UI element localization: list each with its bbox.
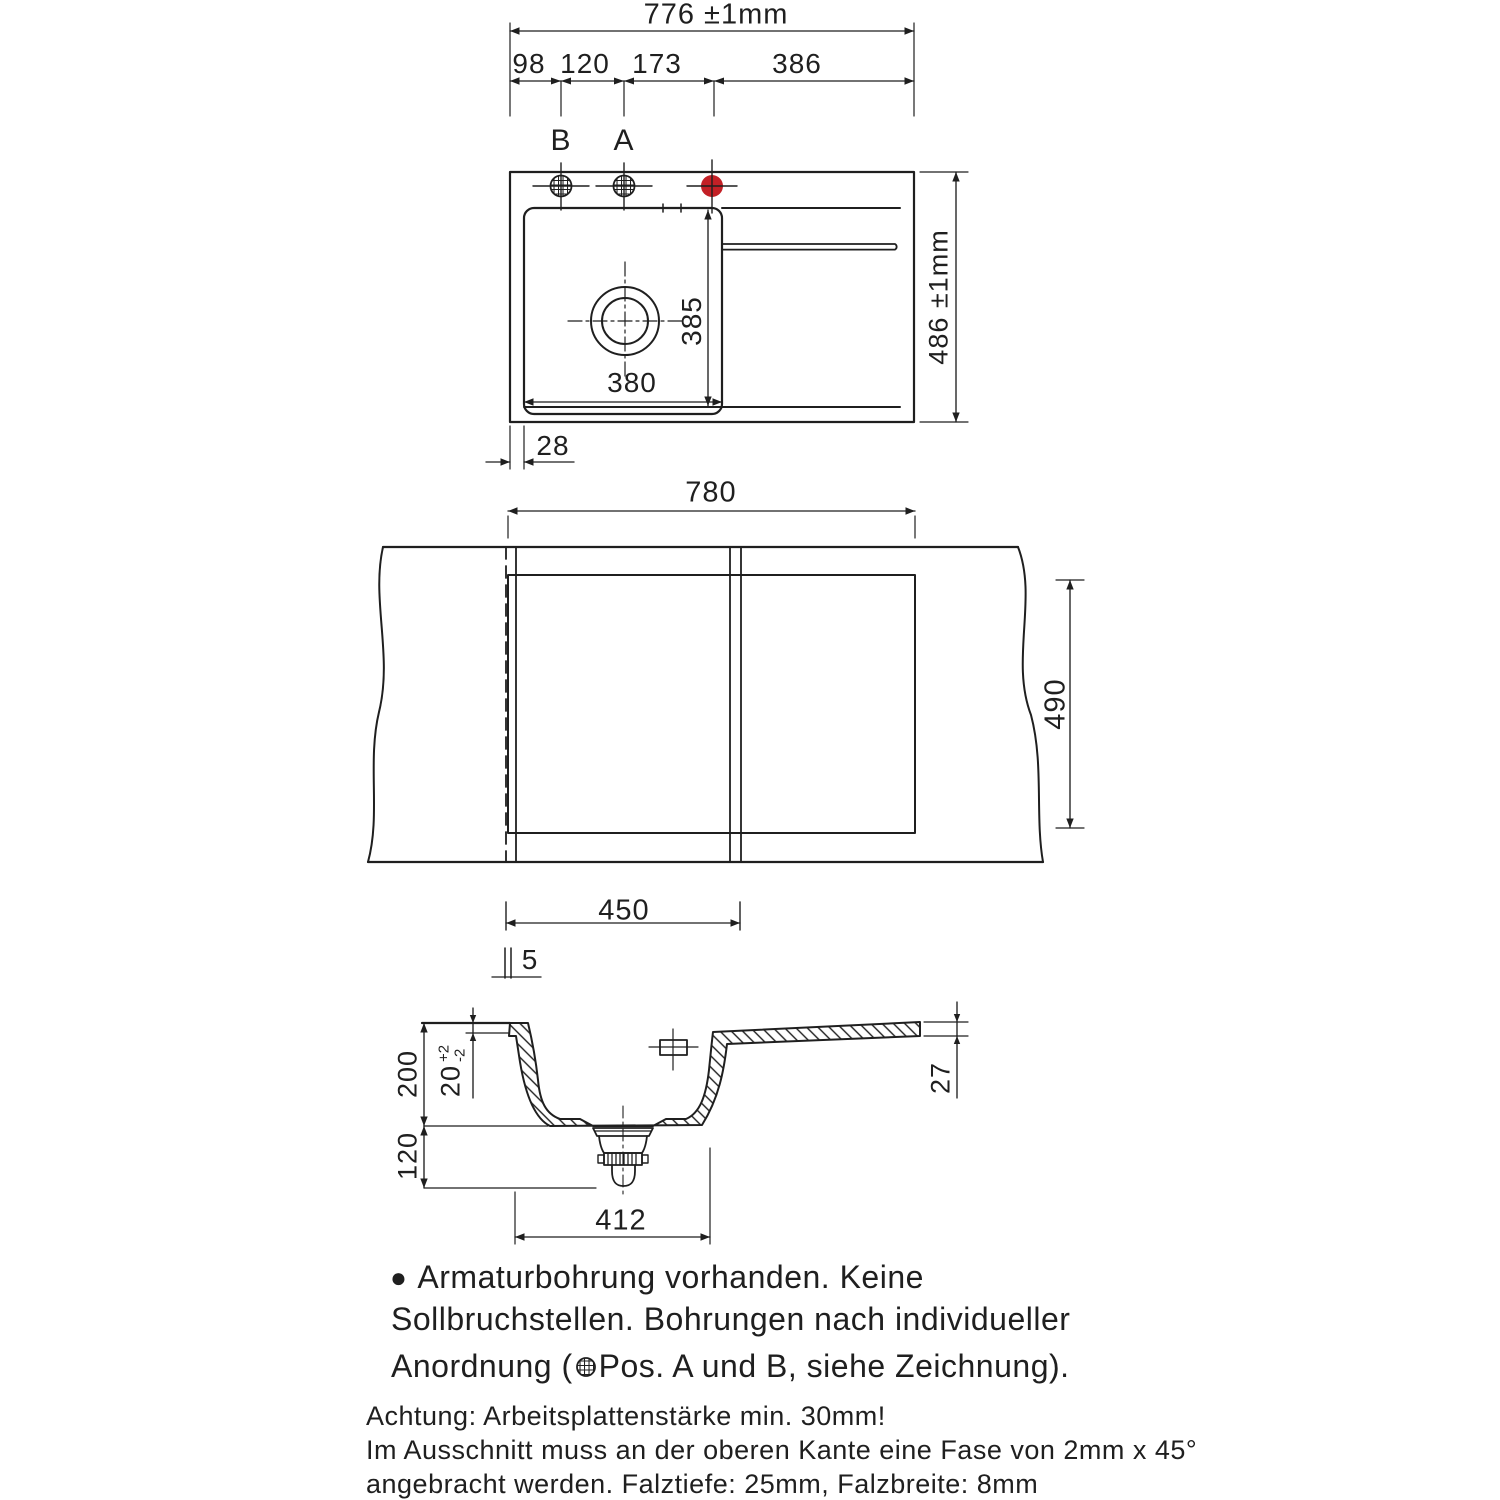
drain-fitting: [593, 1106, 653, 1198]
dim-label-basin-depth: 385: [676, 296, 707, 346]
dim-780: [508, 511, 915, 538]
faucet-hole-crosshairs: [533, 160, 737, 213]
dim-label-right-edge: 27: [925, 1061, 956, 1095]
hole-label-a: A: [613, 124, 635, 157]
warning-line-3: angebracht werden. Falztiefe: 25mm, Falzbreite: 8mm: [366, 1469, 1039, 1499]
cutout-view: [368, 511, 1084, 978]
dim-label-seg-120: 120: [560, 48, 610, 79]
dim-label-basin-width: 380: [607, 367, 657, 398]
dim-label-gap: 5: [521, 944, 539, 975]
dim-label-cabinet-width: 450: [598, 894, 650, 927]
dim-label-total-depth: 200: [392, 1049, 423, 1099]
dim-label-seg-386: 386: [772, 48, 822, 79]
dim-label-drain-protrusion: 120: [392, 1131, 423, 1181]
dim-rim-tolerance: +2 -2: [435, 1044, 469, 1063]
dim-20: [466, 1008, 508, 1098]
dim-label-basin-bottom-width: 412: [595, 1204, 647, 1237]
drainer-groove: [722, 244, 897, 250]
cutout-rect: [508, 575, 915, 833]
note-line-2: Sollbruchstellen. Bohrungen nach individueller: [391, 1301, 1071, 1337]
bullet-icon: ●: [390, 1261, 408, 1293]
top-view: [486, 23, 968, 469]
section-view: [422, 1002, 968, 1244]
dim-segments: [510, 78, 914, 117]
dim-label-overall-height: 486 ±1mm: [923, 229, 954, 365]
warning-line-2: Im Ausschnitt muss an der oberen Kante eine Fase von 2mm x 45°: [366, 1435, 1198, 1465]
dim-label-overall-width: 776 ±1mm: [643, 0, 789, 31]
hole-label-b: B: [550, 124, 572, 157]
dim-label-seg-173: 173: [632, 48, 682, 79]
note-line-1: ● Armaturbohrung vorhanden. Keine: [390, 1259, 924, 1295]
dim-label-cutout-height: 490: [1039, 678, 1072, 730]
dim-rim-value: 20: [435, 1065, 466, 1098]
dim-label-seg-98: 98: [512, 48, 546, 79]
dim-120: [424, 1126, 596, 1188]
warning-line-1: Achtung: Arbeitsplattenstärke min. 30mm!: [366, 1401, 886, 1431]
dim-label-edge-offset: 28: [536, 430, 570, 461]
dim-label-rim: [436, 1045, 469, 1097]
dim-label-cutout-width: 780: [685, 476, 737, 509]
drill-hole-symbol-icon: [575, 1356, 597, 1378]
worktop-break-left: [368, 547, 384, 862]
ceramic-body-section: [509, 1022, 920, 1126]
note-line-3: Anordnung ( Pos. A und B, siehe Zeichnung).: [391, 1348, 1070, 1384]
